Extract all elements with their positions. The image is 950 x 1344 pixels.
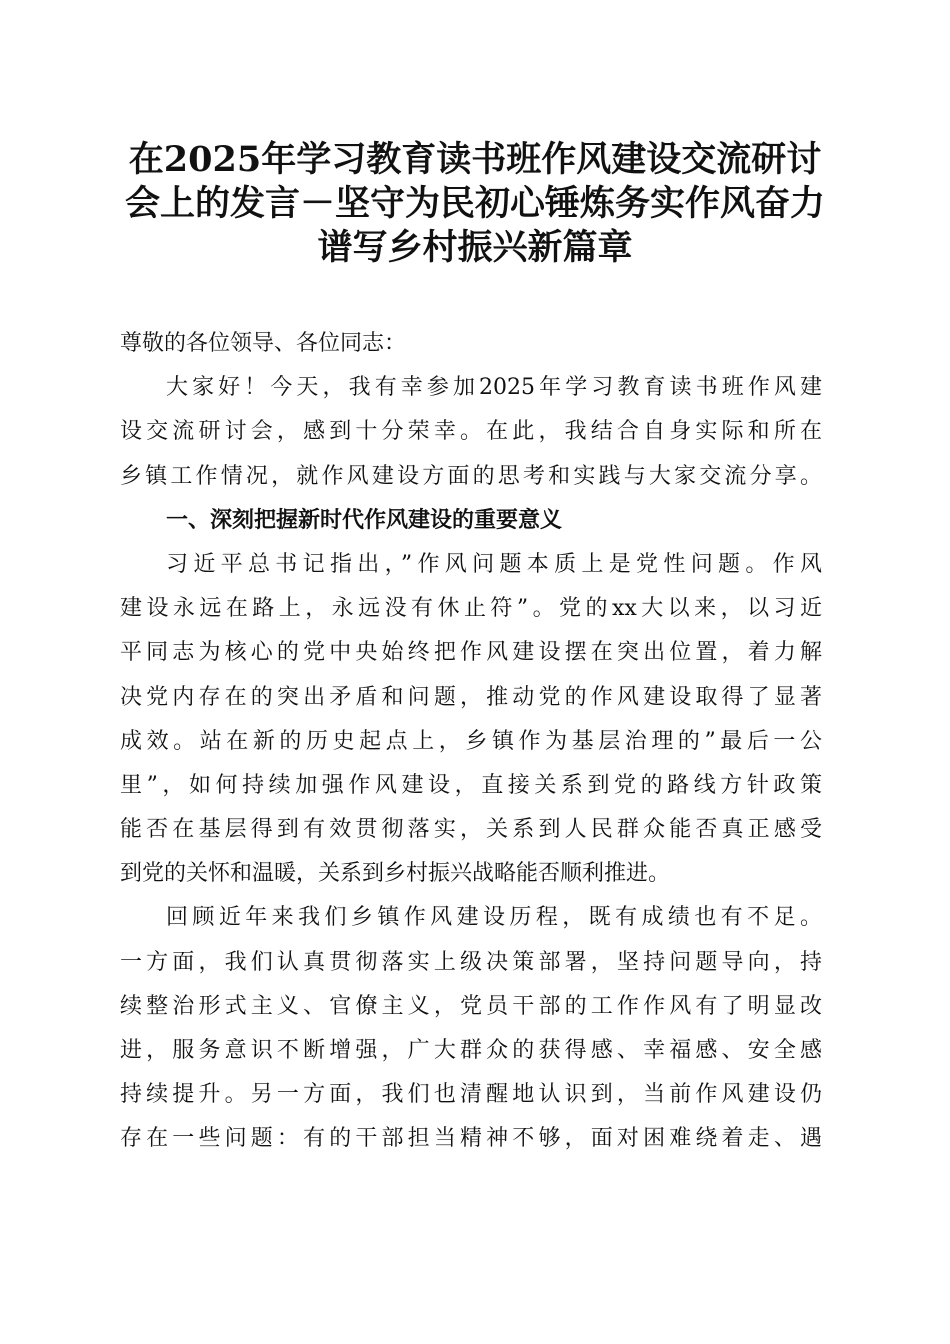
- text-line: 乡镇工作情况，就作风建设方面的思考和实践与大家交流分享。: [120, 463, 822, 489]
- document-title: [110, 138, 840, 270]
- title-line: 会上的发言－坚守为民初心锤炼务实作风奋力: [124, 183, 825, 224]
- text-line: 回顾近年来我们乡镇作风建设历程，既有成绩也有不足。: [166, 905, 822, 931]
- text-line: 能否在基层得到有效贯彻落实，关系到人民群众能否真正感受: [120, 817, 822, 843]
- text-line: 存在一些问题：有的干部担当精神不够，面对困难绕着走、遇: [120, 1126, 822, 1152]
- text-line: 持续提升。另一方面，我们也清醒地认识到，当前作风建设仍: [120, 1082, 822, 1108]
- text-line: 里”，如何持续加强作风建设，直接关系到党的路线方针政策: [120, 772, 822, 798]
- paragraph-2: [120, 543, 822, 897]
- text-line: 习近平总书记指出，”作风问题本质上是党性问题。作风: [166, 551, 822, 577]
- text-line: 一方面，我们认真贯彻落实上级决策部署，坚持问题导向，持: [120, 949, 822, 975]
- section-heading: 一、深刻把握新时代作风建设的重要意义: [166, 507, 563, 533]
- text-line: 建设永远在路上，永远没有休止符”。党的xx大以来，以习近: [120, 596, 822, 622]
- title-line: 谱写乡村振兴新篇章: [317, 227, 633, 268]
- salutation: 尊敬的各位领导、各位同志：: [120, 331, 407, 356]
- text-line: 到党的关怀和温暖，关系到乡村振兴战略能否顺利推进。: [120, 861, 671, 887]
- text-line: 进，服务意识不断增强，广大群众的获得感、幸福感、安全感: [120, 1038, 822, 1063]
- text-line: 成效。站在新的历史起点上，乡镇作为基层治理的”最后一公: [120, 728, 822, 754]
- paragraph-3: [120, 896, 822, 1161]
- text-line: 续整治形式主义、官僚主义，党员干部的工作作风有了明显改: [120, 993, 822, 1019]
- paragraph-1: [120, 366, 822, 499]
- title-line: 在2025年学习教育读书班作风建设交流研讨: [128, 139, 822, 180]
- text-line: 平同志为核心的党中央始终把作风建设摆在突出位置，着力解: [120, 640, 822, 666]
- text-line: 决党内存在的突出矛盾和问题，推动党的作风建设取得了显著: [120, 684, 822, 710]
- text-line: 大家好！今天，我有幸参加2025年学习教育读书班作风建: [166, 375, 822, 401]
- text-line: 设交流研讨会，感到十分荣幸。在此，我结合自身实际和所在: [120, 419, 822, 445]
- document-body: [120, 322, 822, 1162]
